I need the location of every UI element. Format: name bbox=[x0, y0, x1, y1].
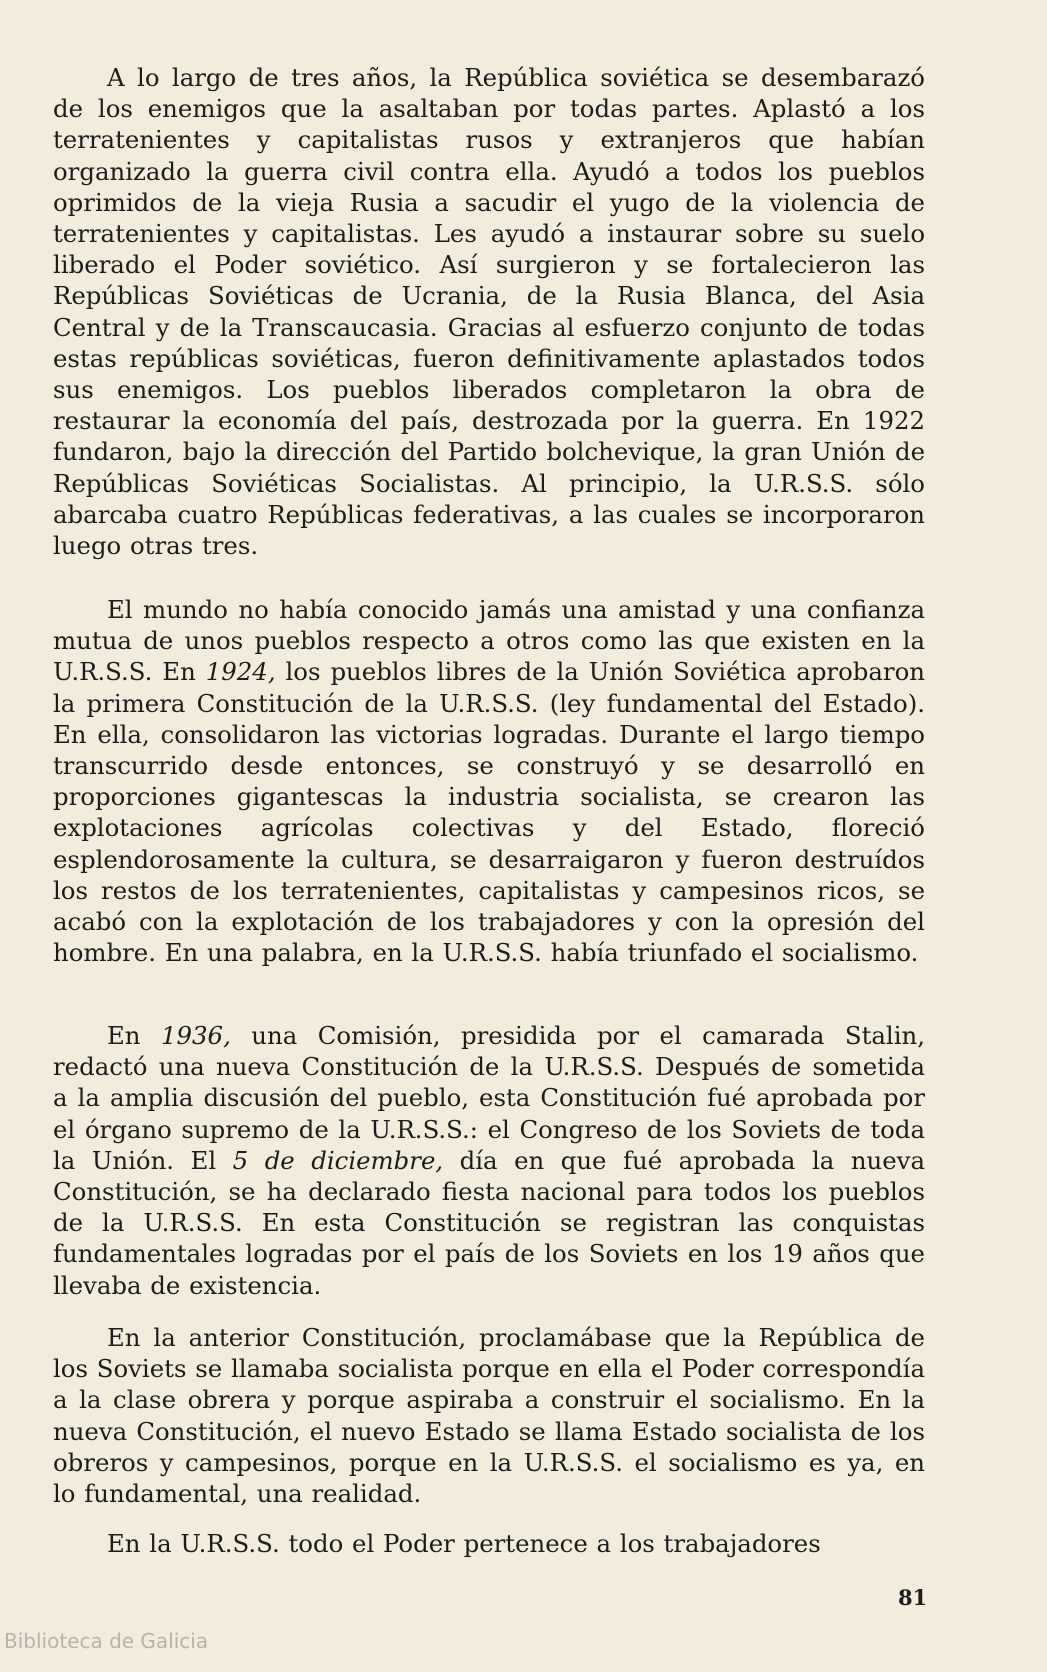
paragraph-2 bbox=[53, 594, 925, 968]
paragraph-3 bbox=[53, 1020, 925, 1301]
paragraph-5-text: En la U.R.S.S. todo el Poder pertenece a los trabajadores bbox=[107, 1529, 821, 1558]
paragraph-1-text: A lo largo de tres años, la República soviética se desembarazó de los enemigos que la asaltaban por todas partes. Aplastó a los terratenientes y capitalistas rusos y extranjeros que habían organizado la guerra civil contra ella. Ayudó a todos los pueblos oprimidos de la vieja Rusia a sacudir el yugo de la violencia de terratenientes y capitalistas. Les ayudó a instaurar sobre su suelo liberado el Poder soviético. Así surgieron y se fortalecieron las Repúblicas Soviéticas de Ucrania, de la Rusia Blanca, del Asia Central y de la Transcaucasia. Gracias al esfuerzo conjunto de todas estas repúblicas soviéticas, fueron definitivamente aplastados todos sus enemigos. Los pueblos liberados completaron la obra de restaurar la economía del país, destrozada por la guerra. En 1922 fundaron, bajo la dirección del Partido bolchevique, la gran Unión de Repúblicas Soviéticas Socialistas. Al principio, la U.R.S.S. sólo abarcaba cuatro Repúblicas federativas, a las cuales se incorporaron luego otras tres. bbox=[53, 63, 925, 561]
paragraph-2-text-end: los pueblos libres de la Unión Soviética aprobaron la primera Constitución de la U.R.S.S. (ley fundamental del Estado). En ella, consolidaron las victorias logradas. Durante el largo tiempo transcurrido desde entonces, se construyó y se desarrolló en proporciones gigantescas la industria socialista, se crearon las explotaciones agrícolas colectivas y del Estado, floreció esplendorosamente la cultura, se desarraigaron y fueron destruídos los restos de los terratenientes, capitalistas y campesinos ricos, se acabó con la explotación de los trabajadores y con la opresión del hombre. En una palabra, en la U.R.S.S. había triunfado el socialismo. bbox=[53, 657, 925, 968]
paragraph-3-year-1936: 1936, bbox=[161, 1021, 231, 1050]
paragraph-3-text-c: día en que fué aprobada la nueva Constitución, se ha declarado fiesta nacional para todos los pueblos de la U.R.S.S. En esta Constitución se registran las conquistas fundamentales logradas por el país de los Soviets en los 19 años que llevaba de existencia. bbox=[53, 1145, 925, 1300]
library-watermark: Biblioteca de Galicia bbox=[4, 1629, 209, 1653]
paragraph-2-year-1924: 1924, bbox=[205, 657, 276, 687]
paragraph-1 bbox=[53, 62, 925, 561]
paragraph-4-text: En la anterior Constitución, proclamábase que la República de los Soviets se llamaba socialista porque en ella el Poder correspondía a la clase obrera y porque aspiraba a construir el socialismo. En la nueva Constitución, el nuevo Estado se llama Estado socialista de los obreros y campesinos, porque en la U.R.S.S. el socialismo es ya, en lo fundamental, una realidad. bbox=[53, 1323, 925, 1509]
paragraph-4 bbox=[53, 1322, 925, 1509]
paragraph-2-text-start: El mundo no había conocido jamás una amistad y una confianza mutua de unos pueblos respecto a otros como las que existen en la U.R.S.S. En bbox=[53, 595, 925, 687]
paragraph-5 bbox=[53, 1528, 925, 1559]
paragraph-3-text-a: En bbox=[107, 1021, 161, 1050]
book-page bbox=[53, 62, 925, 1602]
paragraph-3-date: 5 de diciembre, bbox=[232, 1145, 444, 1175]
paragraph-3-text-b: una Comisión, presidida por el camarada Stalin, redactó una nueva Constitución de la U.R.S.S. Después de sometida a la amplia discusión del pueblo, esta Constitución fué aprobada por el órgano supremo de la U.R.S.S.: el Congreso de los Soviets de toda la Unión. El bbox=[53, 1021, 925, 1175]
page-number: 81 bbox=[898, 1585, 928, 1610]
